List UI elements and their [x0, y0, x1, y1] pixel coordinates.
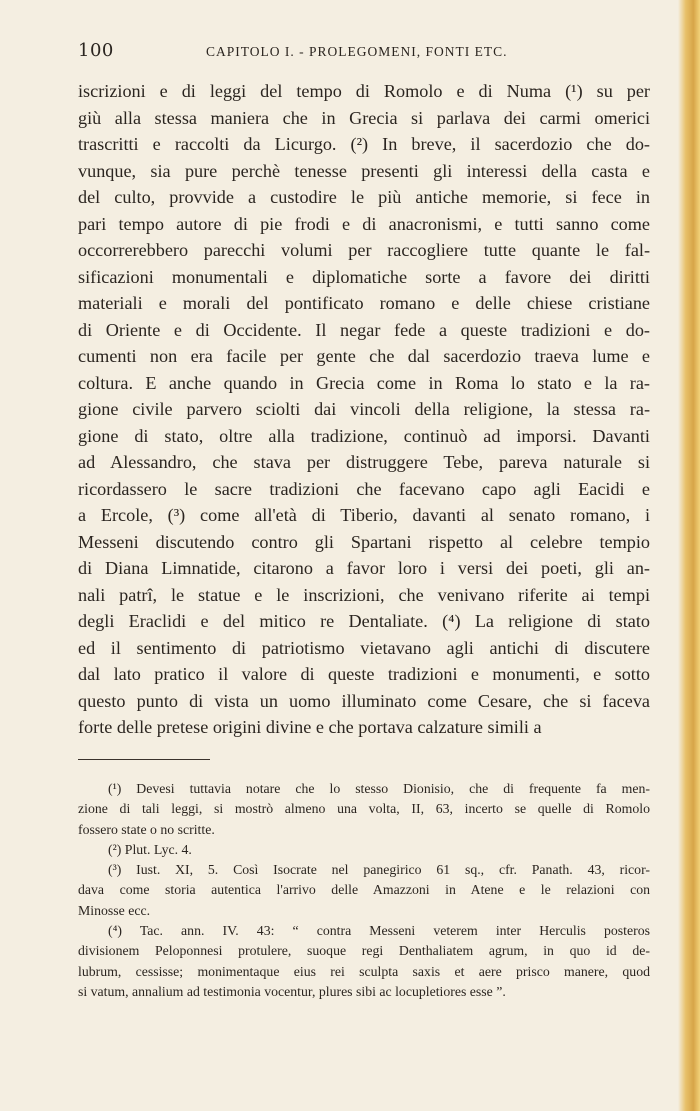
body-line: vunque, sia pure perchè tenesse presenti gli interessi della casta e [78, 160, 650, 181]
footnotes [78, 779, 650, 1002]
page-edge [678, 0, 700, 1111]
body-line: giù alla stessa maniera che in Grecia si parlava dei carmi omerici [78, 107, 650, 128]
body-line: ad Alessandro, che stava per distruggere Tebe, pareva naturale si [78, 452, 650, 472]
footnote-4: (⁴) Tac. ann. IV. 43: “ contra Messeni veterem inter Herculis posteros [108, 923, 650, 939]
body-line: trascritti e raccolti da Licurgo. (²) In breve, il sacerdozio che do- [78, 134, 650, 154]
body-line: sificazioni monumentali e diplomatiche sorte a favore dei diritti [78, 266, 650, 287]
body-line: di Diana Limnatide, citarono a favor loro i versi dei poeti, gli an- [78, 558, 650, 578]
body-line: materiali e morali del pontificato romano e delle chiese cristiane [78, 293, 650, 313]
footnote-line: divisionem Peloponnesi protulere, suoque regi Denthaliatem agrum, in quo id de- [78, 943, 650, 959]
body-line: iscrizioni e di leggi del tempo di Romolo e di Numa (¹) su per [78, 81, 650, 101]
footnote-line: zione di tali leggi, si mostrò almeno una volta, II, 63, incerto se quelle di Romolo [78, 801, 650, 817]
body-line: di Oriente e di Occidente. Il negar fede a queste tradizioni e do- [78, 319, 650, 340]
footnote-2: (²) Plut. Lyc. 4. [108, 841, 192, 857]
footnote-line: dava come storia autentica l'arrivo delle Amazzoni in Atene e le relazioni con [78, 882, 650, 898]
body-line: gione di stato, oltre alla tradizione, continuò ad imporsi. Davanti [78, 425, 650, 446]
body-line: forte delle pretese origini divine e che portava calzature simili a [78, 717, 542, 737]
body-line: Messeni discutendo contro gli Spartani rispetto al celebre tempio [78, 531, 650, 552]
footnote-3: (³) Iust. XI, 5. Così Isocrate nel panegirico 61 sq., cfr. Panath. 43, ricor- [108, 862, 650, 878]
body-line: occorrerebbero parecchi volumi per raccogliere tutte quante le fal- [78, 240, 650, 260]
footnote-1: (¹) Devesi tuttavia notare che lo stesso Dionisio, che di frequente fa men- [108, 781, 650, 796]
body-line: cumenti non era facile per gente che dal sacerdozio traeva lume e [78, 346, 650, 366]
body-line: questo punto di vista un uomo illuminato come Cesare, che si faceva [78, 690, 650, 711]
body-line: dal lato pratico il valore di queste tradizioni e monumenti, e sotto [78, 664, 650, 684]
footnote-line: si vatum, annalium ad testimonia vocentur, plures sibi ac locupletiores esse ”. [78, 983, 506, 999]
footnote-line: Minosse ecc. [78, 902, 151, 918]
footnote-line: fossero state o no scritte. [78, 821, 215, 837]
body-text [78, 78, 650, 741]
body-line: a Ercole, (³) come all'età di Tiberio, davanti al senato romano, i [78, 505, 650, 525]
body-line: coltura. E anche quando in Grecia come in Roma lo stato e la ra- [78, 372, 650, 393]
running-head: CAPITOLO I. - PROLEGOMENI, FONTI ETC. [206, 44, 508, 59]
body-line: nali patrî, le statue e le inscrizioni, che venivano riferite ai tempi [78, 584, 650, 605]
footnote-line: lubrum, cessisse; monimentaque eius rei sculpta saxis et aere prisco manere, quod [78, 963, 650, 979]
body-line: pari tempo autore di pie frodi e di anacronismi, e tutti sanno come [78, 213, 650, 234]
page-header [78, 40, 650, 66]
body-line: degli Eraclidi e del mitico re Dentaliate. (⁴) La religione di stato [78, 611, 650, 631]
body-line: ed il sentimento di patriotismo vietavano agli antichi di discutere [78, 637, 650, 658]
body-line: gione civile parvero sciolti dai vincoli della religione, la stessa ra- [78, 399, 650, 419]
footnote-separator [78, 759, 210, 760]
page-number: 100 [78, 40, 114, 61]
body-line: del culto, provvide a custodire le più antiche memorie, si fece in [78, 187, 650, 207]
body-line: ricordassero le sacre tradizioni che facevano capo agli Eacidi e [78, 478, 650, 499]
